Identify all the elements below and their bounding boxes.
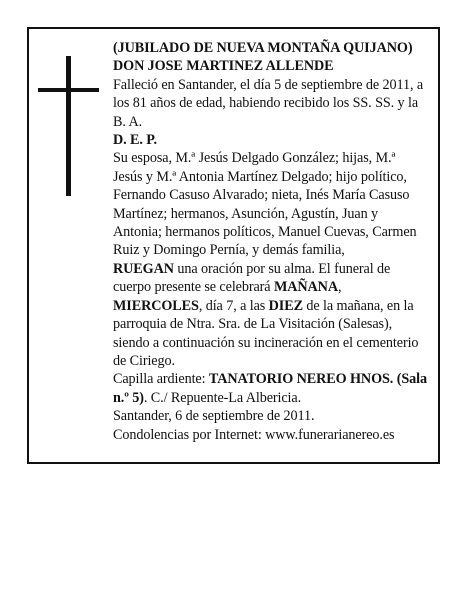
- comma-separator: ,: [337, 279, 342, 296]
- cross-icon-crossbar: [38, 88, 99, 92]
- deceased-name: DON JOSE MARTINEZ ALLENDE: [113, 58, 334, 75]
- chapel-address: . C./ Repuente-La Albericia.: [143, 389, 302, 406]
- retiree-header: (JUBILADO DE NUEVA MONTAÑA QUIJANO): [113, 40, 413, 56]
- death-statement: Falleció en Santander, el día 5 de septiembre de 2011, a los 81 años de edad, habiendo recibido los SS. SS. y la B. A.: [113, 76, 424, 130]
- diez-word: DIEZ: [268, 297, 303, 314]
- obituary-text: [113, 39, 428, 444]
- chapel-line: [113, 370, 428, 407]
- miercoles-word: MIERCOLES: [113, 297, 199, 314]
- funeral-text-1: una oración por su alma. El funeral de cuerpo presente se celebrará: [113, 260, 391, 296]
- condolences-line: Condolencias por Internet: www.funerarianereo.es: [113, 426, 395, 443]
- ruegan-word: RUEGAN: [113, 260, 174, 277]
- cross-icon: [66, 56, 71, 196]
- family-list: Su esposa, M.ª Jesús Delgado González; hijas, M.ª Jesús y M.ª Antonia Martínez Delgado; hijo político, Fernando Casuso Alvarado; nieta, Inés María Casuso Martínez; hermanos, Asunción, Agustín, Juan y Antonia; hermanos políticos, Manuel Cuevas, Carmen Ruiz y Domingo Pernía, y demás familia,: [113, 150, 417, 259]
- rip-abbreviation: D. E. P.: [113, 132, 158, 149]
- funeral-text-3: de la mañana, en la parroquia de Ntra. Sra. de La Visitación (Salesas), siendo a continuación su incineración en el cementerio de Ciriego.: [113, 297, 419, 369]
- date-line: Santander, 6 de septiembre de 2011.: [113, 408, 315, 425]
- chapel-label: Capilla ardiente:: [113, 371, 209, 388]
- chapel-name: TANATORIO NEREO HNOS. (Sala n.º 5): [113, 371, 427, 406]
- funeral-paragraph: [113, 260, 428, 370]
- manana-word: MAÑANA: [273, 279, 338, 296]
- funeral-text-2: , día 7, a las: [198, 297, 269, 314]
